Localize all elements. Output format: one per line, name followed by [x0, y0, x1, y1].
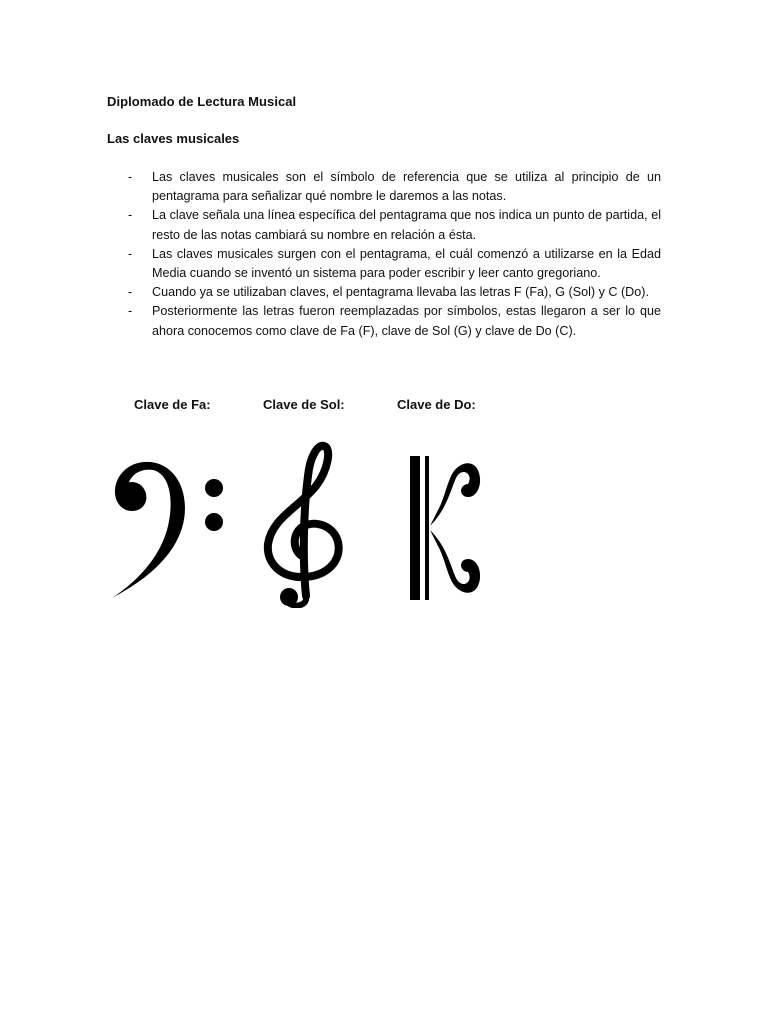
clave-do-label: Clave de Do: — [397, 397, 476, 412]
list-item — [128, 245, 661, 283]
list-item-text: Posteriormente las letras fueron reemplazadas por símbolos, estas llegaron a ser lo que ahora conocemos como clave de Fa (F), clave de Sol (G) y clave de Do (C). — [152, 304, 661, 338]
list-item-text: Las claves musicales son el símbolo de referencia que se utiliza al principio de un pentagrama para señalizar qué nombre le daremos a las notas. — [152, 170, 661, 204]
list-item-text: La clave señala una línea específica del pentagrama que nos indica un punto de partida, el resto de las notas cambiará su nombre en relación a ésta. — [152, 208, 661, 242]
bullet-list — [128, 168, 661, 341]
clave-sol-label: Clave de Sol: — [263, 397, 345, 412]
treble-clef-icon — [258, 436, 353, 608]
list-item-text: Cuando ya se utilizaban claves, el pentagrama llevaba las letras F (Fa), G (Sol) y C (Do). — [152, 285, 649, 300]
bass-clef-icon — [108, 448, 232, 614]
bullet-marker: - — [128, 285, 133, 300]
list-item — [128, 206, 661, 244]
bullet-marker: - — [128, 208, 133, 223]
document-title: Diplomado de Lectura Musical — [107, 94, 297, 109]
bullet-marker: - — [128, 304, 133, 319]
clave-fa-label: Clave de Fa: — [134, 397, 211, 412]
list-item-text: Las claves musicales surgen con el pentagrama, el cuál comenzó a utilizarse en la Edad Media cuando se inventó un sistema para poder escribir y leer canto gregoriano. — [152, 246, 661, 281]
list-item — [128, 168, 661, 206]
bullet-marker: - — [128, 170, 133, 184]
list-item — [128, 283, 661, 302]
bullet-marker: - — [128, 246, 133, 261]
alto-clef-icon — [406, 452, 486, 604]
section-title: Las claves musicales — [107, 131, 240, 146]
list-item — [128, 302, 661, 340]
